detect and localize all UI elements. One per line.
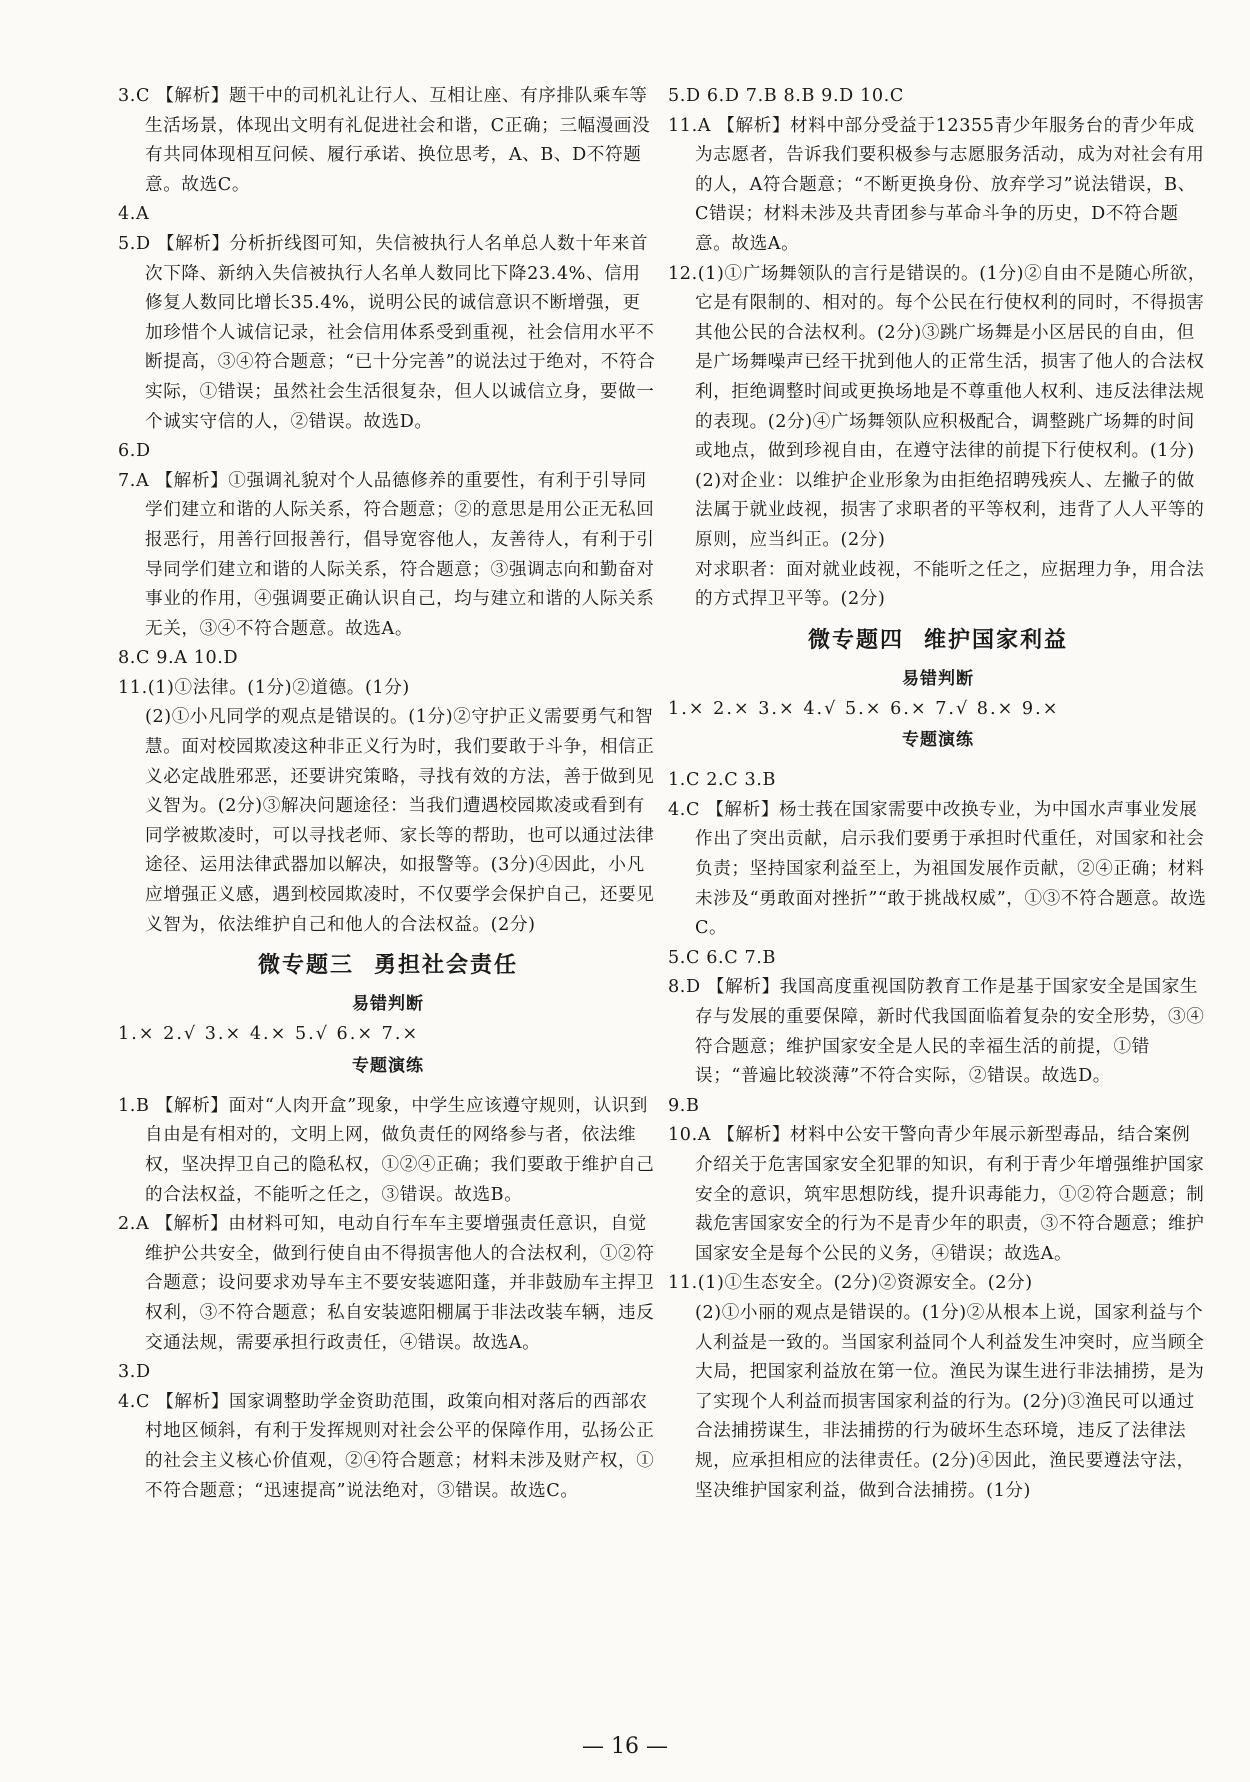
answer-item: 6.D bbox=[118, 441, 151, 462]
answer-item: 10.A 【解析】材料中公安干警向青少年展示新型毒品，结合案例介绍关于危害国家安全犯罪的知识，有利于青少年增强维护国家安全的意识，筑牢思想防线，提升识毒能力，①②符合题意；制裁危害国家安全的行为不是青少年的职责，③不符合题意；维护国家安全是每个公民的义务，④错误；故选A。 bbox=[668, 1125, 1205, 1264]
answer-item: (2)①小凡同学的观点是错误的。(1分)②守护正义需要勇气和智慧。面对校园欺凌这种非正义行为时，我们要敢于斗争，相信正义必定战胜邪恶，还要讲究策略，寻找有效的方法，善于做到见义智为。(2分)③解决问题途径：当我们遭遇校园欺凌或看到有同学被欺凌时，可以寻找老师、家长等的帮助，也可以通过法律途径、运用法律武器加以解决，如报警等。(3分)④因此，小凡应增强正义感，遇到校园欺凌时，不仅要学会保护自己，还要见义智为，依法维护自己和他人的合法权益。(2分) bbox=[145, 707, 655, 935]
judge-answers: 1.× 2.√ 3.× 4.× 5.√ 6.× 7.× bbox=[118, 1024, 420, 1045]
answer-item: 11.(1)①法律。(1分)②道德。(1分) bbox=[118, 677, 410, 698]
answer-item: 2.A 【解析】由材料可知，电动自行车车主要增强责任意识，自觉维护公共安全，做到行使自由不得损害他人的合法权利，①②符合题意；设问要求劝导车主不要安装遮阳蓬，并非鼓励车主捍卫权利，③不符合题意；私自安装遮阳棚属于非法改装车辆，违反交通法规，需要承担行政责任，④错误。故选A。 bbox=[118, 1214, 655, 1353]
answer-item: 对求职者：面对就业歧视，不能听之任之，应据理力争，用合法的方式捍卫平等。(2分) bbox=[695, 559, 1205, 610]
subsection-title: 专题演练 bbox=[352, 1055, 424, 1076]
subsection-title: 易错判断 bbox=[902, 668, 974, 689]
subsection-title: 易错判断 bbox=[352, 994, 424, 1015]
answer-item: 4.A bbox=[118, 204, 150, 225]
section-name: 勇担社会责任 bbox=[374, 953, 519, 979]
section-number: 微专题四 bbox=[807, 627, 904, 653]
answer-item: (2)①小丽的观点是错误的。(1分)②从根本上说，国家利益与个人利益是一致的。当国家利益同个人利益发生冲突时，应当顾全大局，把国家利益放在第一位。渔民为谋生进行非法捕捞，是为了实现个人利益而损害国家利益的行为。(2分)③渔民可以通过合法捕捞谋生，非法捕捞的行为破坏生态环境，违反了法律法规，应承担相应的法律责任。(2分)④因此，渔民要遵法守法，坚决维护国家利益，做到合法捕捞。(1分) bbox=[695, 1302, 1205, 1501]
answer-item: 4.C 【解析】国家调整助学金资助范围，政策向相对落后的西部农村地区倾斜，有利于发挥规则对社会公平的保障作用，弘扬公正的社会主义核心价值观，②④符合题意；材料未涉及财产权，①不符合题意；“迅速提高”说法绝对，③错误。故选C。 bbox=[118, 1391, 655, 1501]
answer-item: 4.C 【解析】杨士莪在国家需要中改换专业，为中国水声事业发展作出了突出贡献，启示我们要勇于承担时代重任，对国家和社会负责；坚持国家利益至上，为祖国发展作贡献，②④正确；材料未涉及“勇敢面对挫折”“敢于挑战权威”，①③不符合题意。故选C。 bbox=[668, 799, 1207, 939]
answer-item: 5.D 【解析】分析折线图可知，失信被执行人名单总人数十年来首次下降、新纳入失信被执行人名单人数同比下降23.4%、信用修复人数同比增长35.4%，说明公民的诚信意识不断增强，更加珍惜个人诚信记录，社会信用体系受到重视，社会信用水平不断提高，③④符合题意；“已十分完善”的说法过于绝对，不符合实际，①错误；虽然社会生活很复杂，但人以诚信立身，要做一个诚实守信的人，②错误。故选D。 bbox=[118, 233, 656, 432]
judge-answers: 1.× 2.× 3.× 4.√ 5.× 6.× 7.√ 8.× 9.× bbox=[668, 698, 1060, 719]
answer-item: (2)对企业：以维护企业形象为由拒绝招聘残疾人、左撇子的做法属于就业歧视，损害了求职者的平等权利，违背了人人平等的原则，应当纠正。(2分) bbox=[695, 470, 1205, 550]
answer-item: 12.(1)①广场舞领队的言行是错误的。(1分)②自由不是随心所欲，它是有限制的、相对的。每个公民在行使权利的同时，不得损害其他公民的合法权利。(2分)③跳广场舞是小区居民的自由，但是广场舞噪声已经干扰到他人的正常生活，损害了他人的合法权利，拒绝调整时间或更换场地是不尊重他人权利、违反法律法规的表现。(2分)④广场舞领队应积极配合，调整跳广场舞的时间或地点，做到珍视自由，在遵守法律的前提下行使权利。(1分) bbox=[668, 263, 1207, 462]
answer-item: 5.C 6.C 7.B bbox=[668, 947, 776, 968]
section-title bbox=[118, 944, 658, 988]
answer-item: 3.C 【解析】题干中的司机礼让行人、互相让座、有序排队乘车等生活场景，体现出文明有礼促进社会和谐，C正确；三幅漫画没有共同体现相互问候、履行承诺、换位思考，A、B、D不符题意。故选C。 bbox=[118, 86, 651, 195]
answer-item: 3.D bbox=[118, 1362, 151, 1383]
subsection-title: 专题演练 bbox=[902, 730, 974, 751]
answer-item: 11.(1)①生态安全。(2分)②资源安全。(2分) bbox=[668, 1273, 1033, 1294]
section-title bbox=[668, 619, 1208, 663]
answer-item: 9.B bbox=[668, 1095, 700, 1116]
answer-item: 7.A 【解析】①强调礼貌对个人品德修养的重要性，有利于引导同学们建立和谐的人际关系，符合题意；②的意思是用公正无私回报恶行，用善行回报善行，倡导宽容他人，友善待人，有利于引导同学们建立和谐的人际关系，符合题意；③强调志向和勤奋对事业的作用，④强调要正确认识自己，均与建立和谐的人际关系无关，③④不符合题意。故选A。 bbox=[118, 470, 655, 639]
answer-item: 1.C 2.C 3.B bbox=[668, 770, 776, 791]
answer-item: 1.B 【解析】面对“人肉开盒”现象，中学生应该遵守规则，认识到自由是有相对的，文明上网，做负责任的网络参与者，依法维权，坚决捍卫自己的隐私权，①②④正确；我们要敢于维护自己的合法权益，不能听之任之，③错误。故选B。 bbox=[118, 1095, 655, 1205]
section-number: 微专题三 bbox=[257, 953, 354, 979]
page-number: — 16 — bbox=[582, 1734, 668, 1759]
section-name: 维护国家利益 bbox=[924, 627, 1069, 653]
answer-item: 5.D 6.D 7.B 8.B 9.D 10.C bbox=[668, 86, 904, 106]
answer-item: 11.A 【解析】材料中部分受益于12355青少年服务台的青少年成为志愿者，告诉我们要积极参与志愿服务活动，成为对社会有用的人，A符合题意；“不断更换身份、放弃学习”说法错误，B、C错误；材料未涉及共青团参与革命斗争的历史，D不符合题意。故选A。 bbox=[668, 115, 1205, 254]
answer-item: 8.C 9.A 10.D bbox=[118, 648, 239, 669]
answer-item: 8.D 【解析】我国高度重视国防教育工作是基于国家安全是国家生存与发展的重要保障，新时代我国面临着复杂的安全形势，③④符合题意；维护国家安全是人民的幸福生活的前提，①错误；“普遍比较淡薄”不符合实际，②错误。故选D。 bbox=[668, 977, 1205, 1087]
right-column bbox=[668, 82, 1208, 1506]
left-column bbox=[118, 82, 658, 1506]
